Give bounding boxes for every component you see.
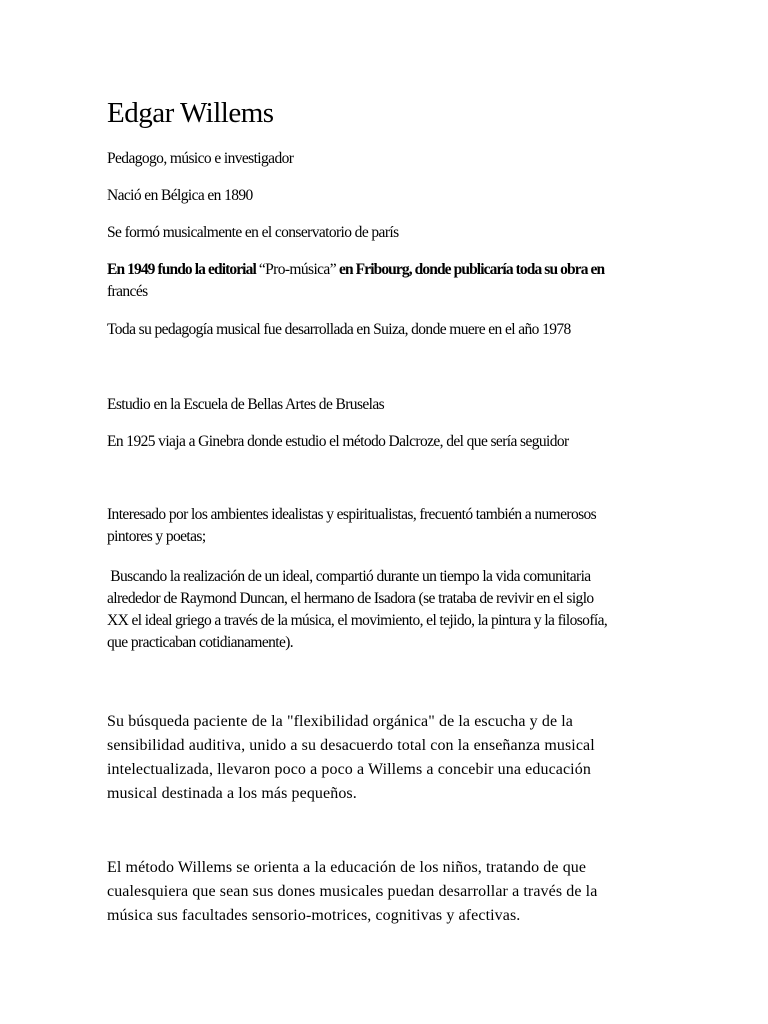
paragraph-method-line-2: cualesquiera que sean sus dones musicales puedan desarrollar a través de la — [107, 883, 598, 900]
paragraph-interests-line-2: pintores y poetas; — [107, 528, 206, 545]
paragraph-duncan-line-1: Buscando la realización de un ideal, compartió durante un tiempo la vida comunitaria — [107, 568, 591, 585]
editorial-text-bold-2: en Fribourg, donde publicaría toda su obra en — [336, 261, 605, 278]
paragraph-flexibility-line-2: sensibilidad auditiva, unido a su desacuerdo total con la enseñanza musical — [107, 737, 595, 754]
paragraph-occupation: Pedagogo, músico e investigador — [107, 150, 294, 167]
paragraph-duncan-line-4: que practicaban cotidianamente). — [107, 634, 294, 651]
paragraph-geneva: En 1925 viaja a Ginebra donde estudio el método Dalcroze, del que sería seguidor — [107, 433, 569, 450]
paragraph-duncan-line-2: alrededor de Raymond Duncan, el hermano de Isadora (se trataba de revivir en el siglo — [107, 590, 594, 607]
paragraph-brussels: Estudio en la Escuela de Bellas Artes de Bruselas — [107, 396, 385, 413]
paragraph-flexibility-line-1: Su búsqueda paciente de la "flexibilidad orgánica" de la escucha y de la — [107, 713, 574, 730]
editorial-text-bold-1: En 1949 fundo la editorial — [107, 261, 259, 278]
paragraph-duncan — [107, 566, 607, 654]
paragraph-duncan-line-3: XX el ideal griego a través de la música, el movimiento, el tejido, la pintura y la filosofía, — [107, 612, 608, 629]
paragraph-method-line-1: El método Willems se orienta a la educación de los niños, tratando de que — [107, 859, 587, 876]
paragraph-method — [107, 856, 597, 928]
page-title: Edgar Willems — [107, 97, 274, 129]
paragraph-switzerland: Toda su pedagogía musical fue desarrollada en Suiza, donde muere en el año 1978 — [107, 321, 571, 338]
paragraph-flexibility-line-4: musical destinada a los más pequeños. — [107, 785, 357, 802]
paragraph-training: Se formó musicalmente en el conservatorio de parís — [107, 224, 399, 241]
paragraph-editorial-line-2: francés — [107, 283, 148, 300]
paragraph-flexibility-line-3: intelectualizada, llevaron poco a poco a Willems a concebir una educación — [107, 761, 591, 778]
paragraph-method-line-3: música sus facultades sensorio-motrices, cognitivas y afectivas. — [107, 907, 521, 924]
paragraph-editorial-line-1 — [107, 259, 604, 281]
editorial-name: “Pro-música” — [258, 261, 336, 278]
paragraph-interests — [107, 504, 596, 548]
paragraph-editorial — [107, 259, 604, 303]
paragraph-birth: Nació en Bélgica en 1890 — [107, 187, 253, 204]
paragraph-flexibility — [107, 710, 595, 806]
paragraph-interests-line-1: Interesado por los ambientes idealistas y espiritualistas, frecuentó también a numerosos — [107, 506, 597, 523]
